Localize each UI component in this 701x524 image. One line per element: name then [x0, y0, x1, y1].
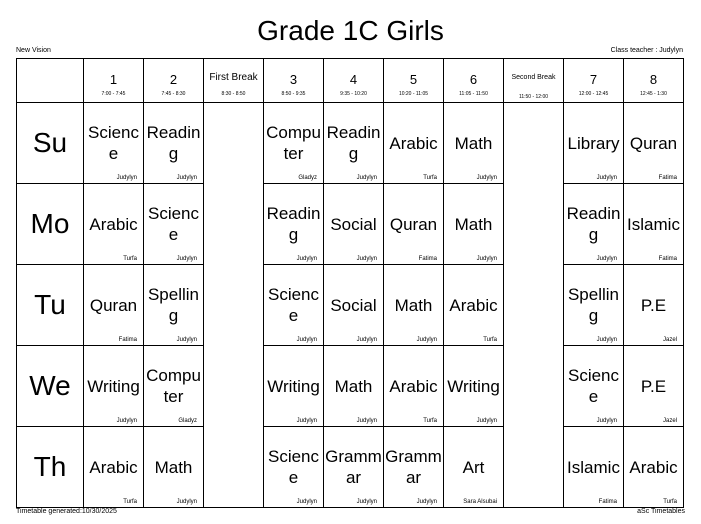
lesson-subject: Social: [330, 214, 377, 234]
period-header: [324, 59, 384, 103]
software-credit: aSc Timetables: [637, 508, 685, 515]
lesson-cell: [564, 346, 624, 427]
period-time: 10:20 - 11:05: [398, 91, 429, 97]
lesson-cell: [144, 265, 204, 346]
lesson-cell: [324, 184, 384, 265]
lesson-teacher: Judylyn: [116, 418, 137, 424]
lesson-cell: [324, 103, 384, 184]
lesson-cell: [84, 346, 144, 427]
period-header: [624, 59, 684, 103]
lesson-teacher: Gladyz: [178, 418, 197, 424]
lesson-teacher: Judylyn: [476, 256, 497, 262]
period-time: 7:45 - 8:30: [161, 91, 186, 97]
lesson-subject: Spelling: [567, 285, 620, 325]
lesson-teacher: Judylyn: [356, 418, 377, 424]
period-time: 11:50 - 12:00: [518, 93, 549, 100]
lesson-teacher: Judylyn: [356, 337, 377, 343]
lesson-subject: Math: [154, 457, 193, 477]
lesson-cell: [144, 346, 204, 427]
lesson-subject: Science: [267, 447, 320, 487]
break-header: [204, 59, 264, 103]
lesson-subject: Math: [394, 295, 433, 315]
lesson-teacher: Fatima: [658, 256, 677, 262]
lesson-cell: [444, 427, 504, 508]
school-name: New Vision: [16, 47, 51, 54]
period-time: 7:00 - 7:45: [101, 91, 126, 97]
lesson-cell: [144, 427, 204, 508]
lesson-cell: [384, 103, 444, 184]
lesson-cell: [84, 184, 144, 265]
lesson-cell: [564, 103, 624, 184]
lesson-subject: Arabic: [629, 457, 678, 477]
lesson-teacher: Judylyn: [476, 175, 497, 181]
lesson-teacher: Judylyn: [296, 337, 317, 343]
lesson-cell: [624, 184, 684, 265]
lesson-teacher: Judylyn: [176, 256, 197, 262]
lesson-subject: Quran: [89, 295, 138, 315]
period-number: 3: [289, 72, 298, 87]
lesson-cell: [264, 103, 324, 184]
lesson-teacher: Jazel: [662, 418, 677, 424]
lesson-cell: [264, 265, 324, 346]
break-column: [204, 103, 264, 508]
lesson-cell: [624, 265, 684, 346]
period-header: [264, 59, 324, 103]
lesson-subject: Writing: [267, 376, 320, 396]
day-label: Tu: [17, 265, 84, 346]
period-time: 8:50 - 9:35: [281, 91, 306, 97]
lesson-subject: Computer: [266, 123, 321, 163]
lesson-subject: Math: [334, 376, 373, 396]
lesson-subject: Math: [454, 214, 493, 234]
period-time: 11:05 - 11:50: [459, 91, 488, 97]
lesson-subject: Quran: [629, 133, 678, 153]
lesson-teacher: Turfa: [423, 418, 437, 424]
lesson-teacher: Turfa: [123, 256, 137, 262]
lesson-subject: Reading: [266, 204, 321, 244]
timetable-grid: [16, 58, 684, 508]
lesson-teacher: Gladyz: [298, 175, 317, 181]
period-number: 1: [109, 72, 118, 87]
lesson-teacher: Judylyn: [176, 337, 197, 343]
lesson-teacher: Judylyn: [596, 418, 617, 424]
lesson-subject: Social: [330, 295, 377, 315]
lesson-teacher: Jazel: [662, 337, 677, 343]
lesson-teacher: Turfa: [483, 337, 497, 343]
lesson-teacher: Judylyn: [296, 499, 317, 505]
lesson-subject: Spelling: [147, 285, 200, 325]
lesson-teacher: Turfa: [423, 175, 437, 181]
period-number: 2: [169, 72, 178, 87]
lesson-subject: P.E: [640, 376, 667, 396]
lesson-teacher: Judylyn: [296, 418, 317, 424]
lesson-subject: Math: [454, 133, 493, 153]
lesson-subject: Islamic: [567, 457, 620, 477]
lesson-subject: Science: [87, 123, 140, 163]
period-header: [84, 59, 144, 103]
day-label: Su: [17, 103, 84, 184]
lesson-subject: Arabic: [389, 133, 438, 153]
period-time: 8:30 - 8:50: [221, 90, 246, 97]
period-header: [384, 59, 444, 103]
lesson-subject: Reading: [146, 123, 201, 163]
break-column: [504, 103, 564, 508]
lesson-teacher: Fatima: [658, 175, 677, 181]
period-header: [144, 59, 204, 103]
day-row: [17, 265, 684, 346]
lesson-subject: Grammar: [385, 447, 442, 487]
period-time: 12:00 - 12:45: [578, 91, 609, 97]
lesson-teacher: Judylyn: [356, 256, 377, 262]
lesson-teacher: Turfa: [663, 499, 677, 505]
lesson-cell: [384, 184, 444, 265]
lesson-subject: Library: [567, 133, 620, 153]
header-corner: [17, 59, 84, 103]
lesson-teacher: Judylyn: [176, 175, 197, 181]
period-header: [564, 59, 624, 103]
lesson-subject: Arabic: [389, 376, 438, 396]
day-label: We: [17, 346, 84, 427]
lesson-cell: [444, 184, 504, 265]
lesson-subject: Computer: [146, 366, 201, 406]
lesson-cell: [444, 265, 504, 346]
day-row: [17, 103, 684, 184]
lesson-teacher: Fatima: [118, 337, 137, 343]
lesson-cell: [84, 427, 144, 508]
lesson-teacher: Judylyn: [356, 499, 377, 505]
lesson-cell: [564, 427, 624, 508]
lesson-subject: Grammar: [325, 447, 382, 487]
class-teacher: Class teacher : Judylyn: [610, 47, 683, 54]
lesson-cell: [324, 265, 384, 346]
lesson-subject: Arabic: [89, 214, 138, 234]
lesson-cell: [384, 427, 444, 508]
lesson-teacher: Judylyn: [176, 499, 197, 505]
lesson-cell: [444, 103, 504, 184]
day-row: [17, 184, 684, 265]
lesson-subject: Science: [147, 204, 200, 244]
lesson-teacher: Judylyn: [356, 175, 377, 181]
break-header: [504, 59, 564, 103]
lesson-cell: [264, 427, 324, 508]
lesson-teacher: Judylyn: [116, 175, 137, 181]
break-name: Second Break: [511, 73, 556, 81]
lesson-cell: [144, 103, 204, 184]
lesson-subject: Reading: [566, 204, 621, 244]
lesson-cell: [564, 265, 624, 346]
lesson-cell: [624, 346, 684, 427]
lesson-subject: Quran: [389, 214, 438, 234]
lesson-subject: Art: [462, 457, 485, 477]
lesson-cell: [84, 265, 144, 346]
lesson-cell: [84, 103, 144, 184]
period-number: 6: [469, 72, 478, 87]
lesson-cell: [324, 427, 384, 508]
lesson-cell: [324, 346, 384, 427]
lesson-teacher: Turfa: [123, 499, 137, 505]
period-header-row: [17, 59, 684, 103]
lesson-cell: [264, 346, 324, 427]
day-label: Mo: [17, 184, 84, 265]
break-name: First Break: [209, 71, 258, 83]
lesson-cell: [144, 184, 204, 265]
period-number: 4: [349, 72, 358, 87]
lesson-cell: [624, 427, 684, 508]
day-label: Th: [17, 427, 84, 508]
period-header: [444, 59, 504, 103]
lesson-subject: Islamic: [627, 214, 680, 234]
lesson-cell: [384, 346, 444, 427]
lesson-cell: [624, 103, 684, 184]
lesson-teacher: Judylyn: [416, 499, 437, 505]
lesson-teacher: Judylyn: [596, 337, 617, 343]
period-number: 5: [409, 72, 418, 87]
timetable-body: [17, 103, 684, 508]
lesson-subject: Arabic: [89, 457, 138, 477]
period-number: 8: [649, 72, 658, 87]
lesson-cell: [564, 184, 624, 265]
lesson-subject: Science: [567, 366, 620, 406]
lesson-subject: Reading: [326, 123, 381, 163]
lesson-teacher: Judylyn: [296, 256, 317, 262]
lesson-teacher: Judylyn: [476, 418, 497, 424]
lesson-subject: P.E: [640, 295, 667, 315]
generated-date: Timetable generated:10/30/2025: [16, 508, 117, 515]
lesson-teacher: Judylyn: [596, 175, 617, 181]
lesson-cell: [384, 265, 444, 346]
day-row: [17, 346, 684, 427]
lesson-teacher: Fatima: [598, 499, 617, 505]
timetable-title: Grade 1C Girls: [257, 15, 444, 46]
day-row: [17, 427, 684, 508]
lesson-cell: [444, 346, 504, 427]
lesson-subject: Science: [267, 285, 320, 325]
lesson-subject: Arabic: [449, 295, 498, 315]
lesson-teacher: Fatima: [418, 256, 437, 262]
lesson-teacher: Judylyn: [416, 337, 437, 343]
lesson-subject: Writing: [447, 376, 500, 396]
lesson-teacher: Judylyn: [596, 256, 617, 262]
lesson-teacher: Sara Alsubai: [463, 499, 497, 505]
lesson-cell: [264, 184, 324, 265]
period-time: 12:45 - 1:30: [640, 91, 667, 97]
lesson-subject: Writing: [87, 376, 140, 396]
period-time: 9:35 - 10:20: [340, 91, 367, 97]
period-number: 7: [589, 72, 598, 87]
